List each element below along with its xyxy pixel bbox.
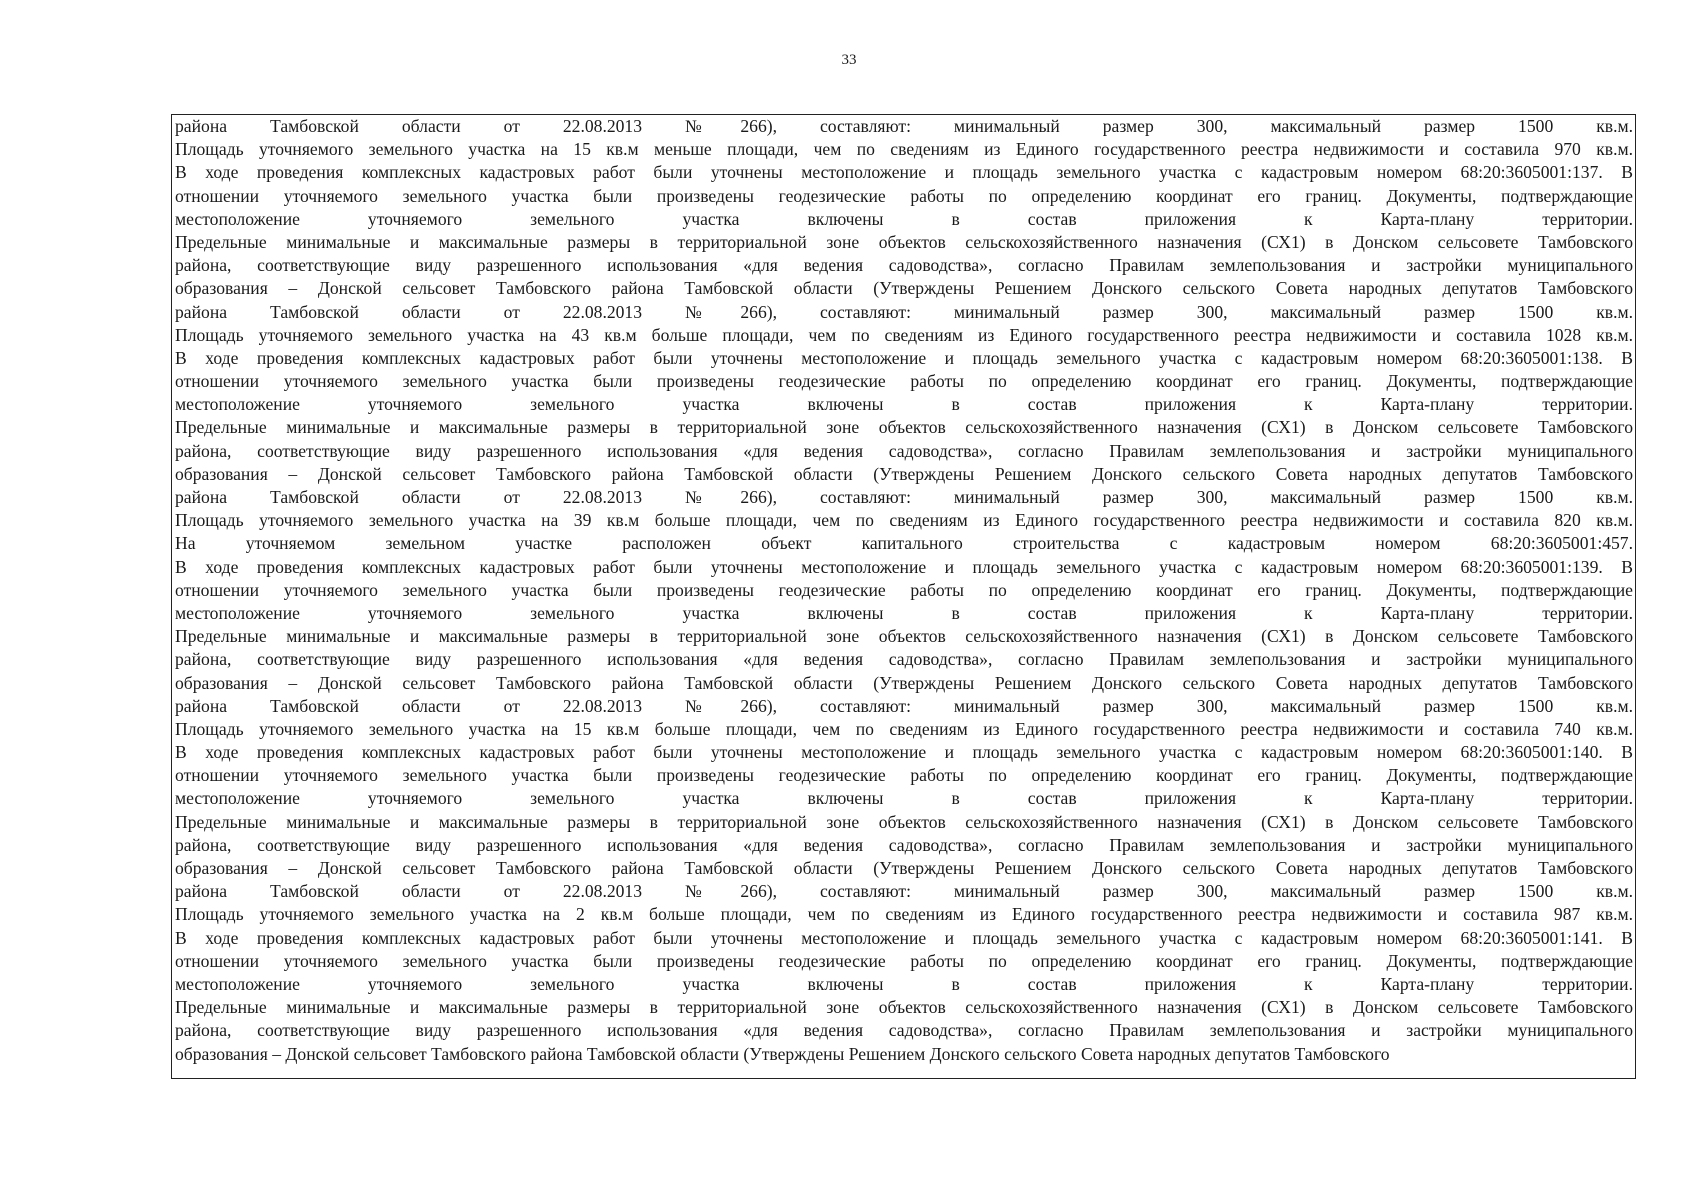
text-line: В ходе проведения комплексных кадастровых работ были уточнены местоположение и площадь земельного участка с кадастровым номером 68:20:3605001:138. В [175, 347, 1633, 368]
text-line: района Тамбовской области от 22.08.2013 №266), составляют: минимальный размер 300, максимальный размер 1500 кв.м. [175, 301, 1633, 322]
text-line: образования – Донской сельсовет Тамбовского района Тамбовской области (Утверждены Решением Донского сельского Совета народных депутатов Тамбовского [175, 672, 1633, 693]
text-line: местоположение уточняемого земельного участка включены в состав приложения к Карта-плану территории. [175, 394, 1633, 415]
text-line: района Тамбовской области от 22.08.2013 №266), составляют: минимальный размер 300, максимальный размер 1500 кв.м. [175, 695, 1633, 716]
text-line: района Тамбовской области от 22.08.2013 №266), составляют: минимальный размер 300, максимальный размер 1500 кв.м. [175, 881, 1633, 902]
text-line: образования – Донской сельсовет Тамбовского района Тамбовской области (Утверждены Решением Донского сельского Совета народных депутатов Тамбовского [175, 278, 1633, 299]
text-line: местоположение уточняемого земельного участка включены в состав приложения к Карта-плану территории. [175, 208, 1633, 229]
text-line: Площадь уточняемого земельного участка на 15 кв.м больше площади, чем по сведениям из Единого государственного реестра недвижимости и составила 740 кв.м. [175, 718, 1633, 739]
text-line: района, соответствующие виду разрешенного использования «для ведения садоводства», согласно Правилам землепользования и застройки муниципального [175, 1020, 1633, 1041]
text-line: В ходе проведения комплексных кадастровых работ были уточнены местоположение и площадь земельного участка с кадастровым номером 68:20:3605001:140. В [175, 742, 1633, 763]
text-line: местоположение уточняемого земельного участка включены в состав приложения к Карта-плану территории. [175, 602, 1633, 623]
text-line: образования – Донской сельсовет Тамбовского района Тамбовской области (Утверждены Решением Донского сельского Совета народных депутатов Тамбовского [175, 858, 1633, 878]
document-text-frame [171, 114, 1636, 1079]
text-line: отношении уточняемого земельного участка были произведены геодезические работы по определению координат его границ. Документы, подтверждающие [175, 579, 1633, 600]
text-line: В ходе проведения комплексных кадастровых работ были уточнены местоположение и площадь земельного участка с кадастровым номером 68:20:3605001:141. В [175, 927, 1633, 948]
text-line: Предельные минимальные и максимальные размеры в территориальной зоне объектов сельскохозяйственного назначения (СХ1) в Донском сельсовете Тамбовского [175, 417, 1633, 438]
text-line: образования – Донской сельсовет Тамбовского района Тамбовской области (Утверждены Решением Донского сельского Совета народных депутатов Тамбовского [175, 1043, 1390, 1064]
text-line: Площадь уточняемого земельного участка на 39 кв.м больше площади, чем по сведениям из Единого государственного реестра недвижимости и составила 820 кв.м. [175, 510, 1633, 531]
text-line: района, соответствующие виду разрешенного использования «для ведения садоводства», согласно Правилам землепользования и застройки муниципального [175, 649, 1633, 670]
text-line: Предельные минимальные и максимальные размеры в территориальной зоне объектов сельскохозяйственного назначения (СХ1) в Донском сельсовете Тамбовского [175, 231, 1633, 252]
text-line: района Тамбовской области от 22.08.2013 №266), составляют: минимальный размер 300, максимальный размер 1500 кв.м. [175, 487, 1633, 507]
text-line: района, соответствующие виду разрешенного использования «для ведения садоводства», согласно Правилам землепользования и застройки муниципального [175, 255, 1633, 276]
text-line: отношении уточняемого земельного участка были произведены геодезические работы по определению координат его границ. Документы, подтверждающие [175, 765, 1633, 786]
text-line: Предельные минимальные и максимальные размеры в территориальной зоне объектов сельскохозяйственного назначения (СХ1) в Донском сельсовете Тамбовского [175, 997, 1633, 1018]
text-line: В ходе проведения комплексных кадастровых работ были уточнены местоположение и площадь земельного участка с кадастровым номером 68:20:3605001:139. В [175, 556, 1633, 577]
page-number: 33 [841, 52, 857, 68]
text-line: отношении уточняемого земельного участка были произведены геодезические работы по определению координат его границ. Документы, подтверждающие [175, 371, 1633, 392]
text-line: Предельные минимальные и максимальные размеры в территориальной зоне объектов сельскохозяйственного назначения (СХ1) в Донском сельсовете Тамбовского [175, 626, 1633, 647]
text-line: местоположение уточняемого земельного участка включены в состав приложения к Карта-плану территории. [175, 788, 1633, 809]
text-line: Площадь уточняемого земельного участка на 2 кв.м больше площади, чем по сведениям из Единого государственного реестра недвижимости и составила 987 кв.м. [175, 904, 1633, 925]
text-line: Предельные минимальные и максимальные размеры в территориальной зоне объектов сельскохозяйственного назначения (СХ1) в Донском сельсовете Тамбовского [175, 811, 1633, 832]
text-line: Площадь уточняемого земельного участка на 43 кв.м больше площади, чем по сведениям из Единого государственного реестра недвижимости и составила 1028 кв.м. [175, 324, 1633, 345]
text-line: Площадь уточняемого земельного участка на 15 кв.м меньше площади, чем по сведениям из Единого государственного реестра недвижимости и составила 970 кв.м. [175, 139, 1633, 160]
text-line: отношении уточняемого земельного участка были произведены геодезические работы по определению координат его границ. Документы, подтверждающие [175, 950, 1633, 971]
text-line: На уточняемом земельном участке расположен объект капитального строительства с кадастровым номером 68:20:3605001:457. [175, 533, 1633, 554]
text-line: местоположение уточняемого земельного участка включены в состав приложения к Карта-плану территории. [175, 973, 1633, 994]
text-line: В ходе проведения комплексных кадастровых работ были уточнены местоположение и площадь земельного участка с кадастровым номером 68:20:3605001:137. В [175, 162, 1633, 183]
text-line: образования – Донской сельсовет Тамбовского района Тамбовской области (Утверждены Решением Донского сельского Совета народных депутатов Тамбовского [175, 463, 1633, 484]
text-line: района, соответствующие виду разрешенного использования «для ведения садоводства», согласно Правилам землепользования и застройки муниципального [175, 834, 1633, 855]
text-line: района Тамбовской области от 22.08.2013 №266), составляют: минимальный размер 300, максимальный размер 1500 кв.м. [175, 116, 1633, 136]
text-line: района, соответствующие виду разрешенного использования «для ведения садоводства», согласно Правилам землепользования и застройки муниципального [175, 440, 1633, 461]
text-line: отношении уточняемого земельного участка были произведены геодезические работы по определению координат его границ. Документы, подтверждающие [175, 185, 1633, 206]
